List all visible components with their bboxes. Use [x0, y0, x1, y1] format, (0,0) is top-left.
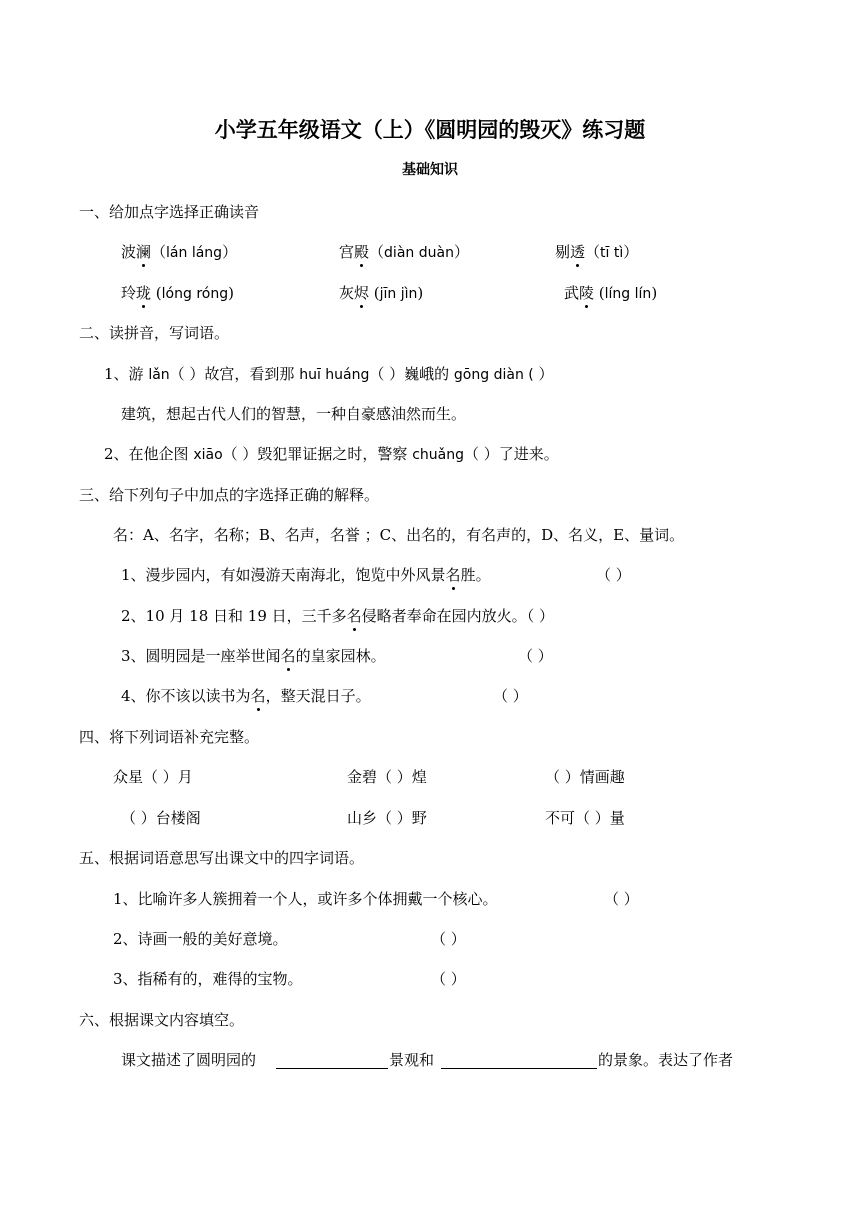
section-6-heading: 六、根据课文内容填空。 — [79, 1011, 245, 1029]
idiom-blank: 山乡（ ）野 — [347, 809, 427, 827]
definition-list: 名：A、名字，名称；B、名声，名誉 ；C、出名的，有名声的，D、名义，E、量词。 — [113, 526, 685, 544]
word-meaning-question: 3、指稀有的，难得的宝物。 — [113, 970, 303, 988]
fill-in-text-mid: 景观和 — [389, 1051, 435, 1069]
answer-bracket: （ ） — [596, 566, 631, 584]
section-1-heading: 一、给加点字选择正确读音 — [79, 203, 260, 221]
meaning-question: 4、你不该以读书为名，整天混日子。 — [121, 687, 371, 705]
answer-bracket: （ ） — [431, 970, 466, 988]
pinyin-choice-item: 玲珑 (lóng róng) — [121, 284, 234, 302]
fill-in-underline — [441, 1068, 597, 1069]
pinyin-write-question-1: 1、游 lǎn（ ）故宫，看到那 huī huáng（ ）巍峨的 gōng diàn ( ） — [104, 365, 554, 383]
page-title: 小学五年级语文（上）《圆明园的毁灭》练习题 — [214, 118, 646, 142]
idiom-blank: 金碧（ ）煌 — [347, 768, 427, 786]
idiom-blank: （ ）情画趣 — [545, 768, 625, 786]
answer-bracket: （ ） — [493, 687, 528, 705]
pinyin-choice-item: 灰烬 (jīn jìn) — [339, 284, 424, 302]
idiom-blank: 众星（ ）月 — [113, 768, 193, 786]
answer-bracket: （ ） — [518, 647, 553, 665]
pinyin-choice-item: 剔透（tī tì） — [555, 243, 639, 261]
section-5-heading: 五、根据词语意思写出课文中的四字词语。 — [79, 849, 365, 867]
pinyin-choice-item: 武陵 (líng lín) — [564, 284, 658, 302]
idiom-blank: 不可（ ）量 — [545, 809, 625, 827]
page-subtitle: 基础知识 — [402, 162, 458, 178]
section-2-heading: 二、读拼音，写词语。 — [79, 324, 230, 342]
pinyin-choice-item: 波澜（lán láng） — [121, 243, 238, 261]
section-4-heading: 四、将下列词语补充完整。 — [79, 728, 260, 746]
meaning-question: 3、圆明园是一座举世闻名的皇家园林。 — [121, 647, 386, 665]
pinyin-write-question-2: 2、在他企图 xiāo（ ）毁犯罪证据之时，警察 chuǎng（ ）了进来。 — [104, 445, 559, 463]
answer-bracket: （ ） — [604, 890, 639, 908]
answer-bracket: （ ） — [431, 930, 466, 948]
idiom-blank: （ ）台楼阁 — [121, 809, 201, 827]
meaning-question: 2、10 月 18 日和 19 日，三千多名侵略者奉命在园内放火。（ ） — [121, 607, 554, 625]
word-meaning-question: 2、诗画一般的美好意境。 — [113, 930, 288, 948]
meaning-question: 1、漫步园内，有如漫游天南海北，饱览中外风景名胜。 — [121, 566, 491, 584]
section-3-heading: 三、给下列句子中加点的字选择正确的解释。 — [79, 486, 380, 504]
fill-in-text-end: 的景象。表达了作者 — [598, 1051, 734, 1069]
fill-in-underline — [276, 1068, 388, 1069]
pinyin-choice-item: 宫殿（diàn duàn） — [339, 243, 469, 261]
word-meaning-question: 1、比喻许多人簇拥着一个人，或许多个体拥戴一个核心。 — [113, 890, 498, 908]
fill-in-text-start: 课文描述了圆明园的 — [121, 1051, 257, 1069]
pinyin-write-question-1-cont: 建筑，想起古代人们的智慧，一种自豪感油然而生。 — [121, 405, 467, 423]
